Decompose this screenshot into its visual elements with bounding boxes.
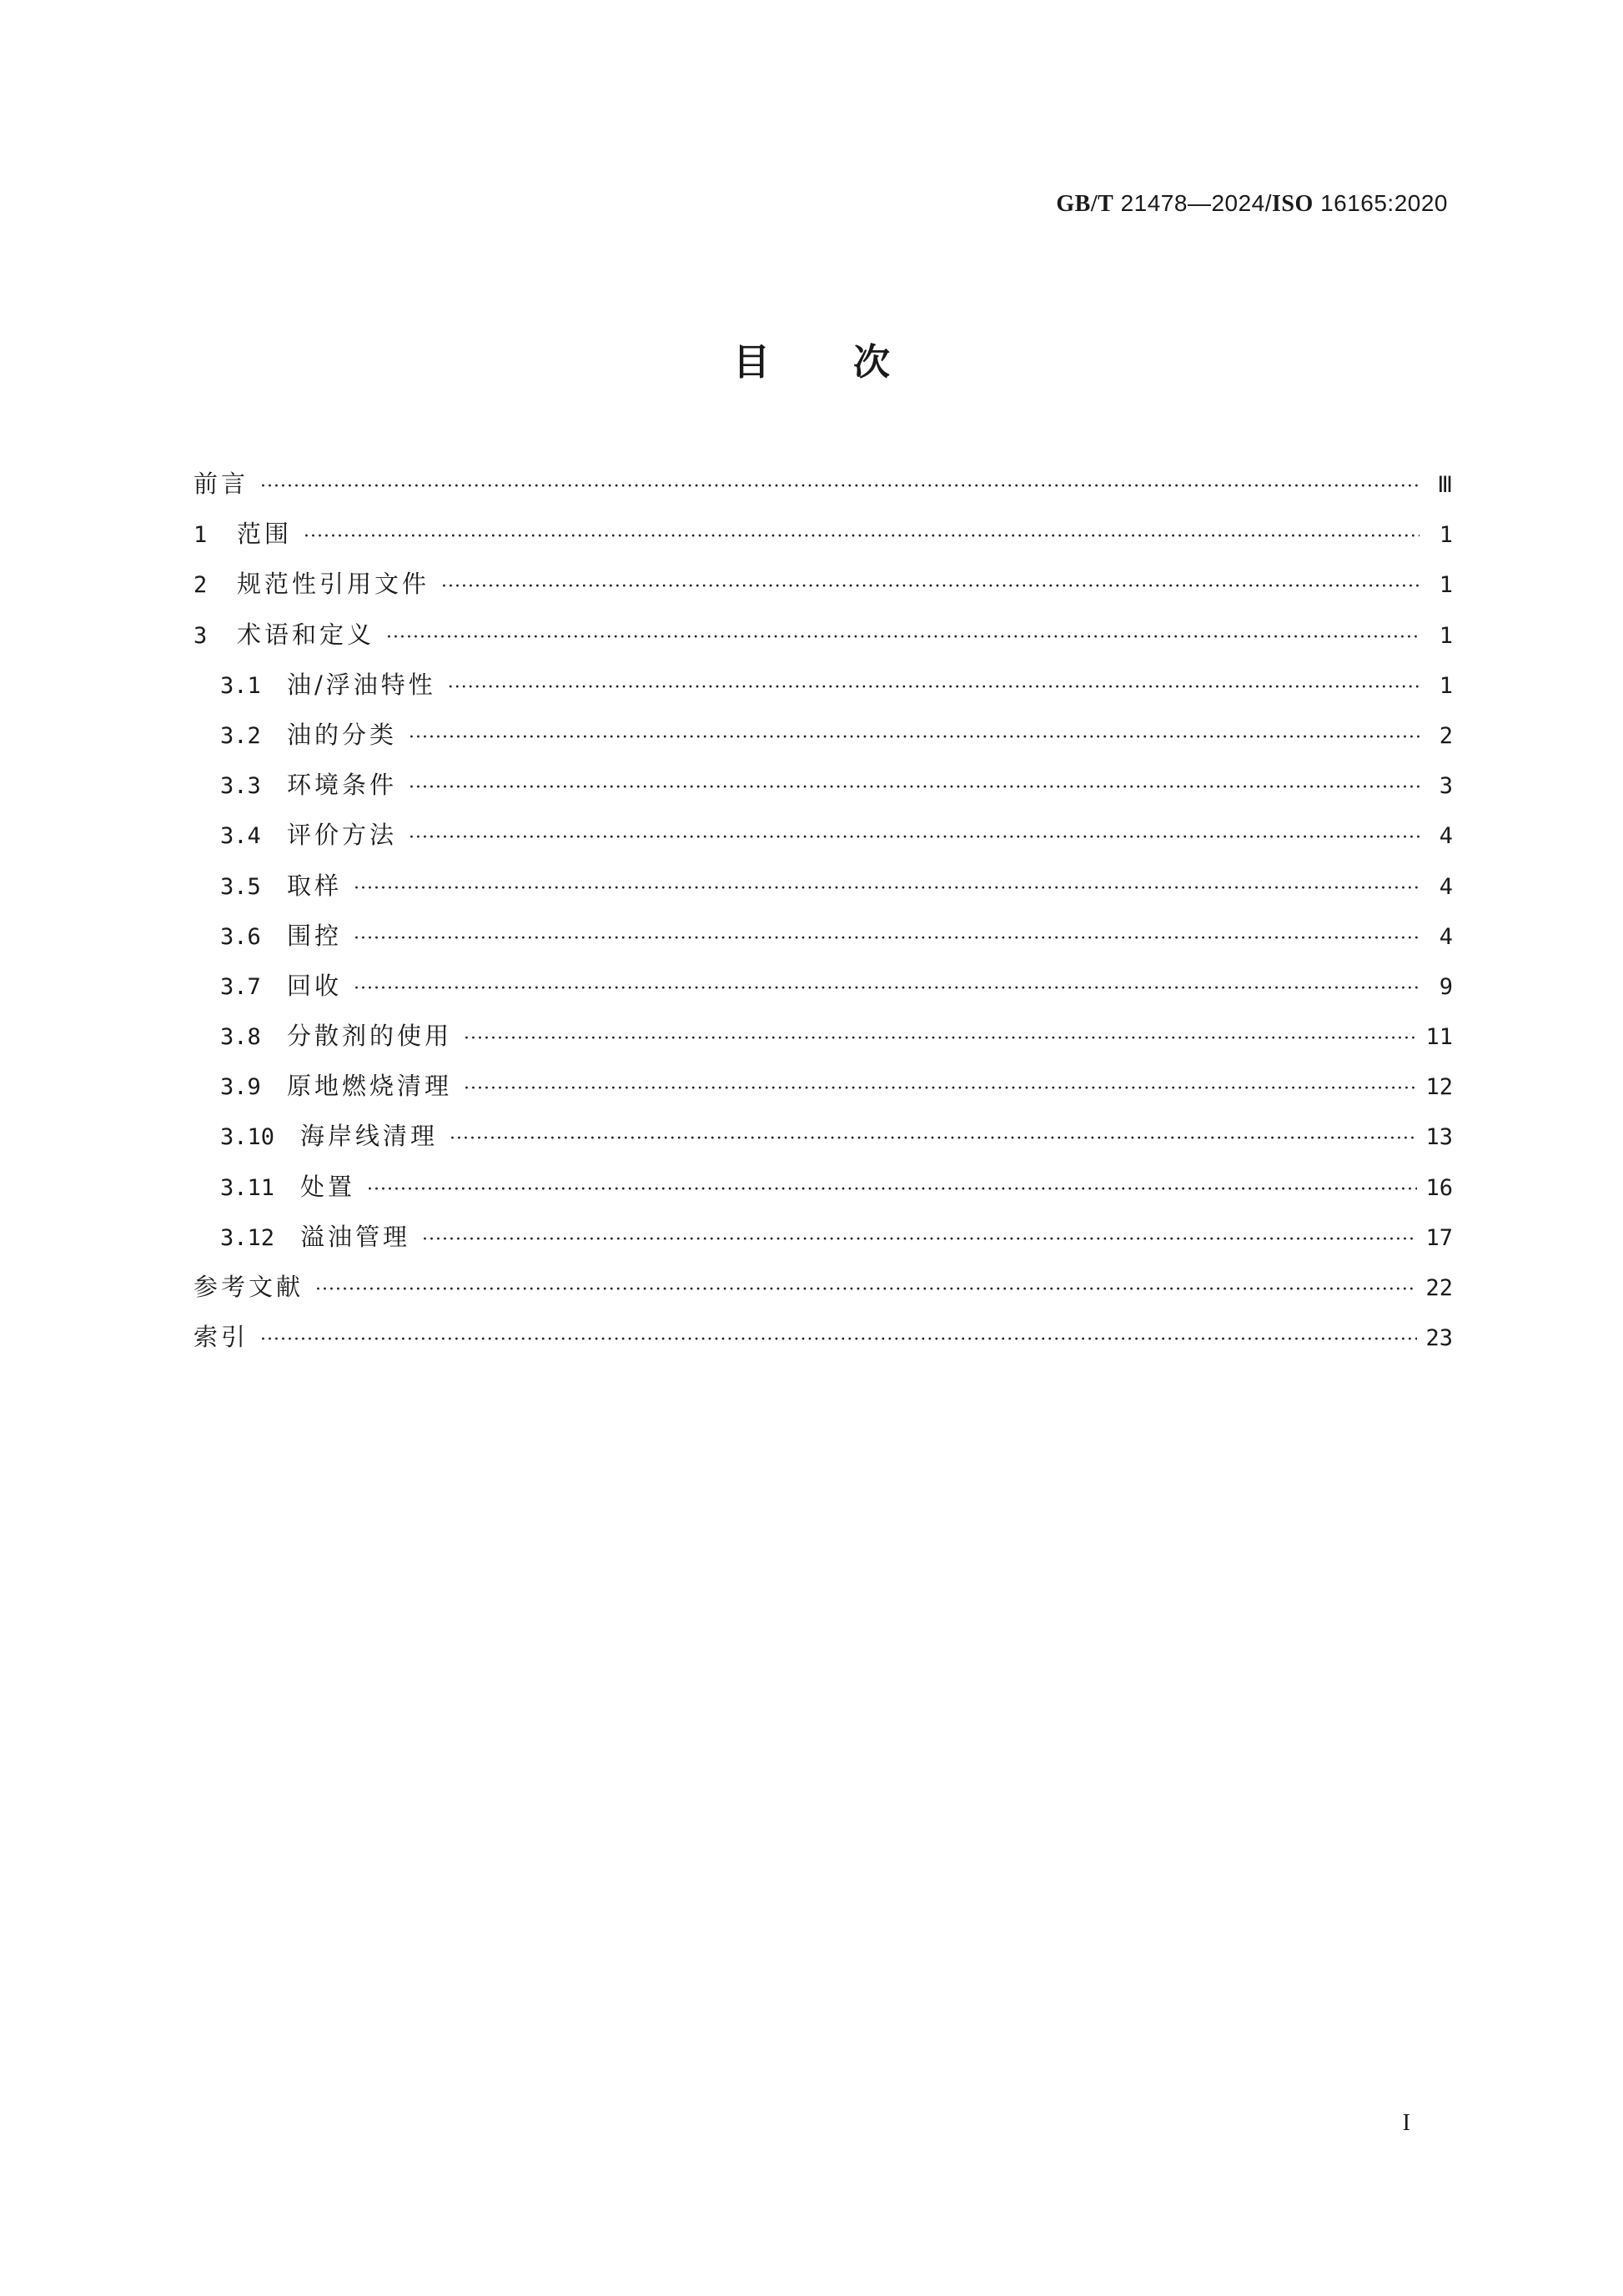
toc-entry-label: 范围 xyxy=(237,520,293,549)
toc-entry-3-6[interactable] xyxy=(193,917,1453,967)
toc-dot-leader xyxy=(315,1279,1417,1300)
standard-number: 21478—2024/ xyxy=(1120,190,1273,216)
toc-entry-page: 1 xyxy=(1439,522,1453,549)
toc-entry-number: 3.5 xyxy=(220,873,261,900)
toc-entry-3-10[interactable] xyxy=(193,1118,1453,1168)
toc-entry-label: 油/浮油特性 xyxy=(287,670,436,699)
toc-entry-number: 3.8 xyxy=(220,1024,261,1051)
toc-entry-page: Ⅲ xyxy=(1437,472,1453,498)
toc-entry-3-8[interactable] xyxy=(193,1017,1453,1068)
toc-entry-number: 2 xyxy=(193,572,208,599)
toc-entry-page: 13 xyxy=(1425,1124,1453,1151)
toc-entry-label: 参考文献 xyxy=(193,1273,304,1301)
toc-entry-number: 3.9 xyxy=(220,1074,261,1101)
toc-dot-leader xyxy=(304,526,1419,547)
toc-dot-leader xyxy=(354,878,1419,899)
standard-number-header xyxy=(1056,190,1448,218)
toc-entry-label: 油的分类 xyxy=(287,720,398,749)
iso-number: 16165:2020 xyxy=(1320,190,1448,216)
standard-prefix: GB/T xyxy=(1056,191,1114,217)
toc-entry-3-2[interactable] xyxy=(193,716,1453,766)
toc-entry-index[interactable] xyxy=(193,1319,1453,1369)
toc-entry-foreword[interactable] xyxy=(193,465,1453,515)
toc-entry-label: 分散剂的使用 xyxy=(287,1022,453,1051)
toc-entry-page: 23 xyxy=(1425,1325,1453,1352)
toc-entry-3[interactable] xyxy=(193,616,1453,666)
toc-entry-3-11[interactable] xyxy=(193,1168,1453,1218)
toc-entry-number: 3.2 xyxy=(220,722,261,749)
toc-entry-number: 3.4 xyxy=(220,823,261,850)
toc-entry-page: 4 xyxy=(1439,823,1453,850)
toc-dot-leader xyxy=(260,1329,1417,1350)
toc-dot-leader xyxy=(409,727,1419,748)
iso-prefix: ISO xyxy=(1272,191,1314,217)
toc-dot-leader xyxy=(464,1078,1417,1099)
toc-entry-page: 16 xyxy=(1425,1174,1453,1201)
toc-entry-page: 4 xyxy=(1439,923,1453,950)
toc-entry-bibliography[interactable] xyxy=(193,1269,1453,1319)
toc-entry-label: 处置 xyxy=(300,1172,356,1201)
toc-dot-leader xyxy=(354,978,1419,999)
toc-entry-number: 3.7 xyxy=(220,973,261,1000)
toc-dot-leader xyxy=(260,476,1419,497)
toc-entry-label: 索引 xyxy=(193,1323,249,1352)
toc-entry-page: 12 xyxy=(1425,1074,1453,1101)
toc-dot-leader xyxy=(464,1028,1417,1049)
toc-entry-page: 1 xyxy=(1439,672,1453,699)
toc-entry-number: 3.11 xyxy=(220,1174,275,1201)
toc-entry-label: 海岸线清理 xyxy=(300,1122,439,1151)
page-title: 目次 xyxy=(733,341,973,384)
toc-entry-3-12[interactable] xyxy=(193,1218,1453,1269)
toc-entry-label: 规范性引用文件 xyxy=(237,570,430,599)
toc-dot-leader xyxy=(367,1179,1417,1200)
toc-entry-number: 3.10 xyxy=(220,1124,275,1151)
toc-dot-leader xyxy=(386,627,1419,648)
toc-entry-label: 前言 xyxy=(193,470,249,498)
toc-entry-3-4[interactable] xyxy=(193,816,1453,867)
toc-entry-number: 3.1 xyxy=(220,672,261,699)
toc-dot-leader xyxy=(450,1128,1417,1149)
toc-entry-number: 1 xyxy=(193,522,208,549)
toc-entry-3-1[interactable] xyxy=(193,666,1453,716)
toc-dot-leader xyxy=(409,827,1419,848)
toc-entry-label: 评价方法 xyxy=(287,821,398,850)
page-number: I xyxy=(1402,2110,1410,2136)
toc-entry-page: 4 xyxy=(1439,873,1453,900)
toc-entry-page: 1 xyxy=(1439,622,1453,649)
toc-entry-3-3[interactable] xyxy=(193,766,1453,816)
toc-dot-leader xyxy=(448,677,1419,698)
toc-entry-page: 1 xyxy=(1439,572,1453,599)
toc-entry-1[interactable] xyxy=(193,515,1453,565)
toc-entry-label: 原地燃烧清理 xyxy=(287,1072,453,1101)
toc-entry-label: 围控 xyxy=(287,921,343,950)
toc-entry-page: 3 xyxy=(1439,773,1453,800)
toc-entry-label: 术语和定义 xyxy=(237,620,375,649)
toc-entry-page: 22 xyxy=(1425,1275,1453,1301)
table-of-contents xyxy=(193,465,1453,1369)
toc-entry-label: 取样 xyxy=(287,871,343,900)
toc-entry-page: 17 xyxy=(1425,1224,1453,1251)
toc-entry-3-7[interactable] xyxy=(193,967,1453,1017)
toc-entry-label: 环境条件 xyxy=(287,771,398,800)
toc-dot-leader xyxy=(354,928,1419,949)
toc-dot-leader xyxy=(441,576,1419,597)
toc-entry-label: 回收 xyxy=(287,971,343,1000)
toc-entry-number: 3 xyxy=(193,622,208,649)
toc-entry-number: 3.6 xyxy=(220,923,261,950)
toc-entry-3-9[interactable] xyxy=(193,1068,1453,1118)
toc-dot-leader xyxy=(422,1229,1417,1250)
toc-entry-page: 9 xyxy=(1439,973,1453,1000)
toc-entry-2[interactable] xyxy=(193,565,1453,615)
toc-entry-page: 11 xyxy=(1425,1024,1453,1051)
toc-entry-page: 2 xyxy=(1439,722,1453,749)
toc-entry-label: 溢油管理 xyxy=(300,1222,411,1251)
toc-entry-number: 3.3 xyxy=(220,773,261,800)
toc-dot-leader xyxy=(409,777,1419,798)
toc-entry-3-5[interactable] xyxy=(193,867,1453,917)
toc-entry-number: 3.12 xyxy=(220,1224,275,1251)
